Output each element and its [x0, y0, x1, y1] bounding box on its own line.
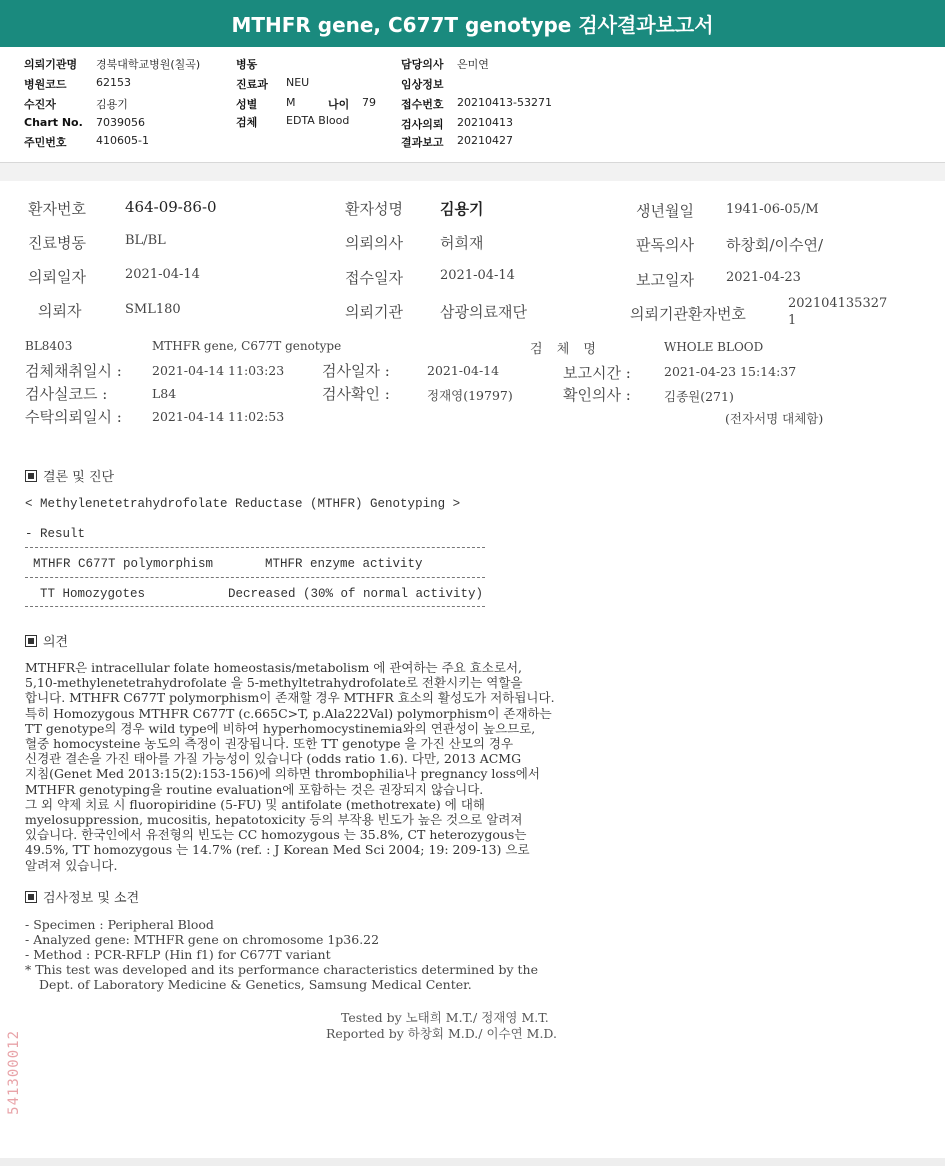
- rec-date-label: 접수일자: [345, 269, 403, 287]
- pid-label: 환자번호: [28, 200, 86, 218]
- report-date-value: 20210427: [457, 134, 513, 147]
- testinfo-line: - Method : PCR-RFLP (Hin f1) for C677T variant: [25, 947, 331, 962]
- table-divider-top: [25, 547, 485, 548]
- dept-label: 진료과: [236, 78, 268, 91]
- chart-label: Chart No.: [24, 116, 83, 129]
- result-activity: Decreased (30% of normal activity): [228, 587, 484, 601]
- req-doctor-value: 허희재: [440, 234, 484, 252]
- confirm-label: 검사확인 :: [322, 385, 390, 403]
- tested-by: Tested by 노태희 M.T./ 정재영 M.T.: [341, 1010, 549, 1025]
- ward-value-2: BL/BL: [125, 233, 166, 248]
- scanned-report: [0, 181, 945, 1166]
- hospital-label: 의뢰기관명: [24, 58, 78, 71]
- resident-label: 주민번호: [24, 136, 67, 149]
- dept-value: NEU: [286, 76, 310, 89]
- testinfo-line: - Specimen : Peripheral Blood: [25, 917, 214, 932]
- report-date-label: 결과보고: [401, 136, 444, 149]
- section-bullet-icon: [25, 635, 37, 647]
- confirm-value: 정재영(19797): [427, 388, 513, 403]
- sex-label: 성별: [236, 98, 258, 111]
- section-bullet-icon: [25, 470, 37, 482]
- req-date-label: 의뢰일자: [28, 268, 86, 286]
- report-title: MTHFR gene, C677T genotype 검사결과보고서: [231, 13, 714, 37]
- result-label: - Result: [25, 527, 86, 541]
- opinion-line: MTHFR genotyping을 routine evaluation에 포함하는 것은 권장되지 않습니다.: [25, 781, 484, 797]
- opinion-line: 혈중 homocysteine 농도의 측정이 권장됩니다. 또한 TT genotype 을 가진 산모의 경우: [25, 736, 514, 752]
- specimen-name-label: 검 체 명: [530, 342, 596, 357]
- rep-date-label: 보고일자: [636, 271, 694, 289]
- req-inst-label: 의뢰기관: [345, 303, 403, 321]
- doctor-label: 담당의사: [401, 58, 444, 71]
- collect-value: 2021-04-14 11:03:23: [152, 363, 285, 378]
- hospital-value: 경북대학교병원(칠곡): [96, 58, 201, 71]
- consign-label: 수탁의뢰일시 :: [25, 408, 122, 426]
- opinion-line: 지침(Genet Med 2013:15(2):153-156)에 의하면 thrombophilia나 pregnancy loss에서: [25, 766, 540, 782]
- inst-pid-value-2: 1: [788, 313, 797, 328]
- conclusion-subtitle: < Methylenetetrahydrofolate Reductase (MTHFR) Genotyping >: [25, 497, 461, 511]
- opinion-line: 49.5%, TT homozygous 는 14.7% (ref. : J Korean Med Sci 2004; 19: 209-13) 으로: [25, 842, 530, 858]
- ward-label: 병동: [236, 58, 258, 71]
- opinion-line: 5,10-methylenetetrahydrofolate 을 5-methyltetrahydrofolate로 전환시키는 역할을: [25, 675, 523, 691]
- table-divider-bottom: [25, 606, 485, 607]
- opinion-line: myelosuppression, mucositis, hepatotoxicity 등의 부작용 빈도가 높은 것으로 알려져: [25, 812, 523, 828]
- birth-label: 생년월일: [636, 202, 694, 220]
- hospital-code-value: 62153: [96, 76, 131, 89]
- room-value: L84: [152, 386, 177, 401]
- clinical-label: 임상정보: [401, 78, 444, 91]
- separator-band: [0, 163, 945, 181]
- testinfo-line: * This test was developed and its performance characteristics determined by the: [25, 962, 538, 977]
- conclusion-heading: 결론 및 진단: [25, 466, 114, 485]
- age-label: 나이: [328, 98, 350, 111]
- requester-label: 의뢰자: [38, 302, 82, 320]
- examinee-value: 김용기: [96, 98, 128, 111]
- request-date-value: 20210413: [457, 116, 513, 129]
- opinion-line: TT genotype의 경우 wild type에 비하여 hyperhomocystinemia와의 연관성이 높으므로,: [25, 720, 536, 736]
- confirm-doctor-value: 김종원(271): [664, 389, 734, 404]
- requester-info-panel: [0, 50, 945, 163]
- received-label: 검사일자 :: [322, 362, 390, 380]
- inst-pid-value-1: 202104135327: [788, 296, 888, 311]
- opinion-paragraph: [25, 660, 665, 873]
- section-bullet-icon: [25, 891, 37, 903]
- inst-pid-label: 의뢰기관환자번호: [630, 305, 746, 323]
- birth-value: 1941-06-05/M: [726, 202, 819, 217]
- test-code: BL8403: [25, 339, 73, 353]
- opinion-line: 신경관 결손을 가진 태아를 가질 가능성이 있습니다 (odds ratio 1.6). 다만, 2013 ACMG: [25, 751, 522, 767]
- ward-label-2: 진료병동: [28, 234, 86, 252]
- consign-value: 2021-04-14 11:02:53: [152, 409, 285, 424]
- opinion-line: MTHFR은 intracellular folate homeostasis/metabolism 에 관여하는 주요 효소로서,: [25, 660, 523, 675]
- bottom-band: [0, 1158, 945, 1166]
- req-doctor-label: 의뢰의사: [345, 234, 403, 252]
- report-time-label: 보고시간 :: [563, 364, 631, 382]
- opinion-line: 특히 Homozygous MTHFR C677T (c.665C>T, p.Ala222Val) polymorphism이 존재하는: [25, 705, 552, 721]
- esign-note: (전자서명 대체함): [725, 411, 824, 426]
- resident-value: 410605-1: [96, 134, 149, 147]
- age-value: 79: [362, 96, 376, 109]
- table-divider-mid: [25, 577, 485, 578]
- test-name: MTHFR gene, C677T genotype: [152, 339, 342, 353]
- pid-value: 464-09-86-0: [125, 198, 217, 216]
- name-label: 환자성명: [345, 200, 403, 218]
- testinfo-line: - Analyzed gene: MTHFR gene on chromosome 1p36.22: [25, 932, 380, 947]
- examinee-label: 수진자: [24, 98, 56, 111]
- read-doctor-value: 하창회/이수연/: [726, 236, 824, 254]
- result-col-enzyme: MTHFR enzyme activity: [265, 557, 423, 571]
- rep-date-value: 2021-04-23: [726, 270, 801, 285]
- opinion-line: 그 외 약제 치료 시 fluoropiridine (5-FU) 및 antifolate (methotrexate) 에 대해: [25, 796, 485, 812]
- read-doctor-label: 판독의사: [636, 236, 694, 254]
- report-time-value: 2021-04-23 15:14:37: [664, 364, 797, 379]
- specimen-value: EDTA Blood: [286, 114, 350, 127]
- opinion-heading: 의견: [25, 631, 68, 650]
- report-title-bar: [0, 0, 945, 47]
- testinfo-heading: 검사정보 및 소견: [25, 887, 139, 906]
- received-value: 2021-04-14: [427, 363, 500, 378]
- rec-date-value: 2021-04-14: [440, 268, 515, 283]
- hospital-code-label: 병원코드: [24, 78, 67, 91]
- opinion-line: 있습니다. 한국인에서 유전형의 빈도는 CC homozygous 는 35.8%, CT heterozygous는: [25, 827, 527, 843]
- accession-label: 접수번호: [401, 98, 444, 111]
- specimen-label: 검체: [236, 116, 258, 129]
- room-label: 검사실코드 :: [25, 385, 108, 403]
- document-number-stamp: 541300012: [6, 1030, 22, 1115]
- result-col-polymorphism: MTHFR C677T polymorphism: [33, 557, 214, 571]
- name-value: 김용기: [440, 200, 484, 218]
- confirm-doctor-label: 확인의사 :: [563, 386, 631, 404]
- specimen-name-value: WHOLE BLOOD: [664, 340, 764, 354]
- opinion-line: 합니다. MTHFR C677T polymorphism이 존재할 경우 MTHFR 효소의 활성도가 저하됩니다.: [25, 690, 555, 706]
- testinfo-list: [25, 917, 665, 992]
- testinfo-line: Dept. of Laboratory Medicine & Genetics, Samsung Medical Center.: [39, 977, 472, 992]
- doctor-value: 은미연: [457, 58, 489, 71]
- collect-label: 검체채취일시 :: [25, 362, 122, 380]
- opinion-line: 알려져 있습니다.: [25, 857, 118, 873]
- request-date-label: 검사의뢰: [401, 118, 444, 131]
- requester-value: SML180: [125, 302, 181, 317]
- sex-value: M: [286, 96, 296, 109]
- result-genotype: TT Homozygotes: [40, 587, 146, 601]
- chart-value: 7039056: [96, 116, 145, 129]
- req-date-value: 2021-04-14: [125, 267, 200, 282]
- reported-by: Reported by 하창회 M.D./ 이수연 M.D.: [326, 1026, 557, 1041]
- accession-value: 20210413-53271: [457, 96, 552, 109]
- req-inst-value: 삼광의료재단: [440, 303, 527, 321]
